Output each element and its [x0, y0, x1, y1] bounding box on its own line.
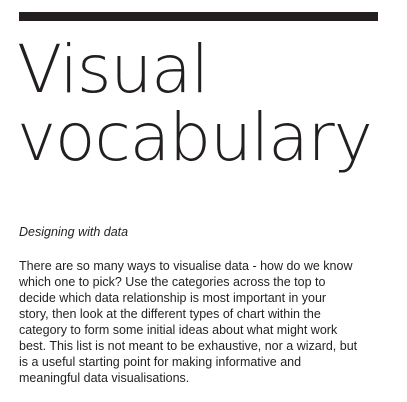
section-subtitle: Designing with data [19, 225, 129, 239]
page-title [17, 31, 397, 176]
intro-paragraph: There are so many ways to visualise data - how do we know which one to pick? Use the categories across the top to decide which data relationship is most important in your story, then look at the different types of chart within the category to form some initial ideas about what might work best. This list is not meant to be exhaustive, nor a wizard, but is a useful starting point for making informative and meaningful data visualisations. [19, 259, 358, 385]
top-divider-bar [19, 12, 378, 21]
page-title-line-2: vocabulary [17, 99, 372, 176]
page-title-line-1: Visual [17, 31, 209, 108]
